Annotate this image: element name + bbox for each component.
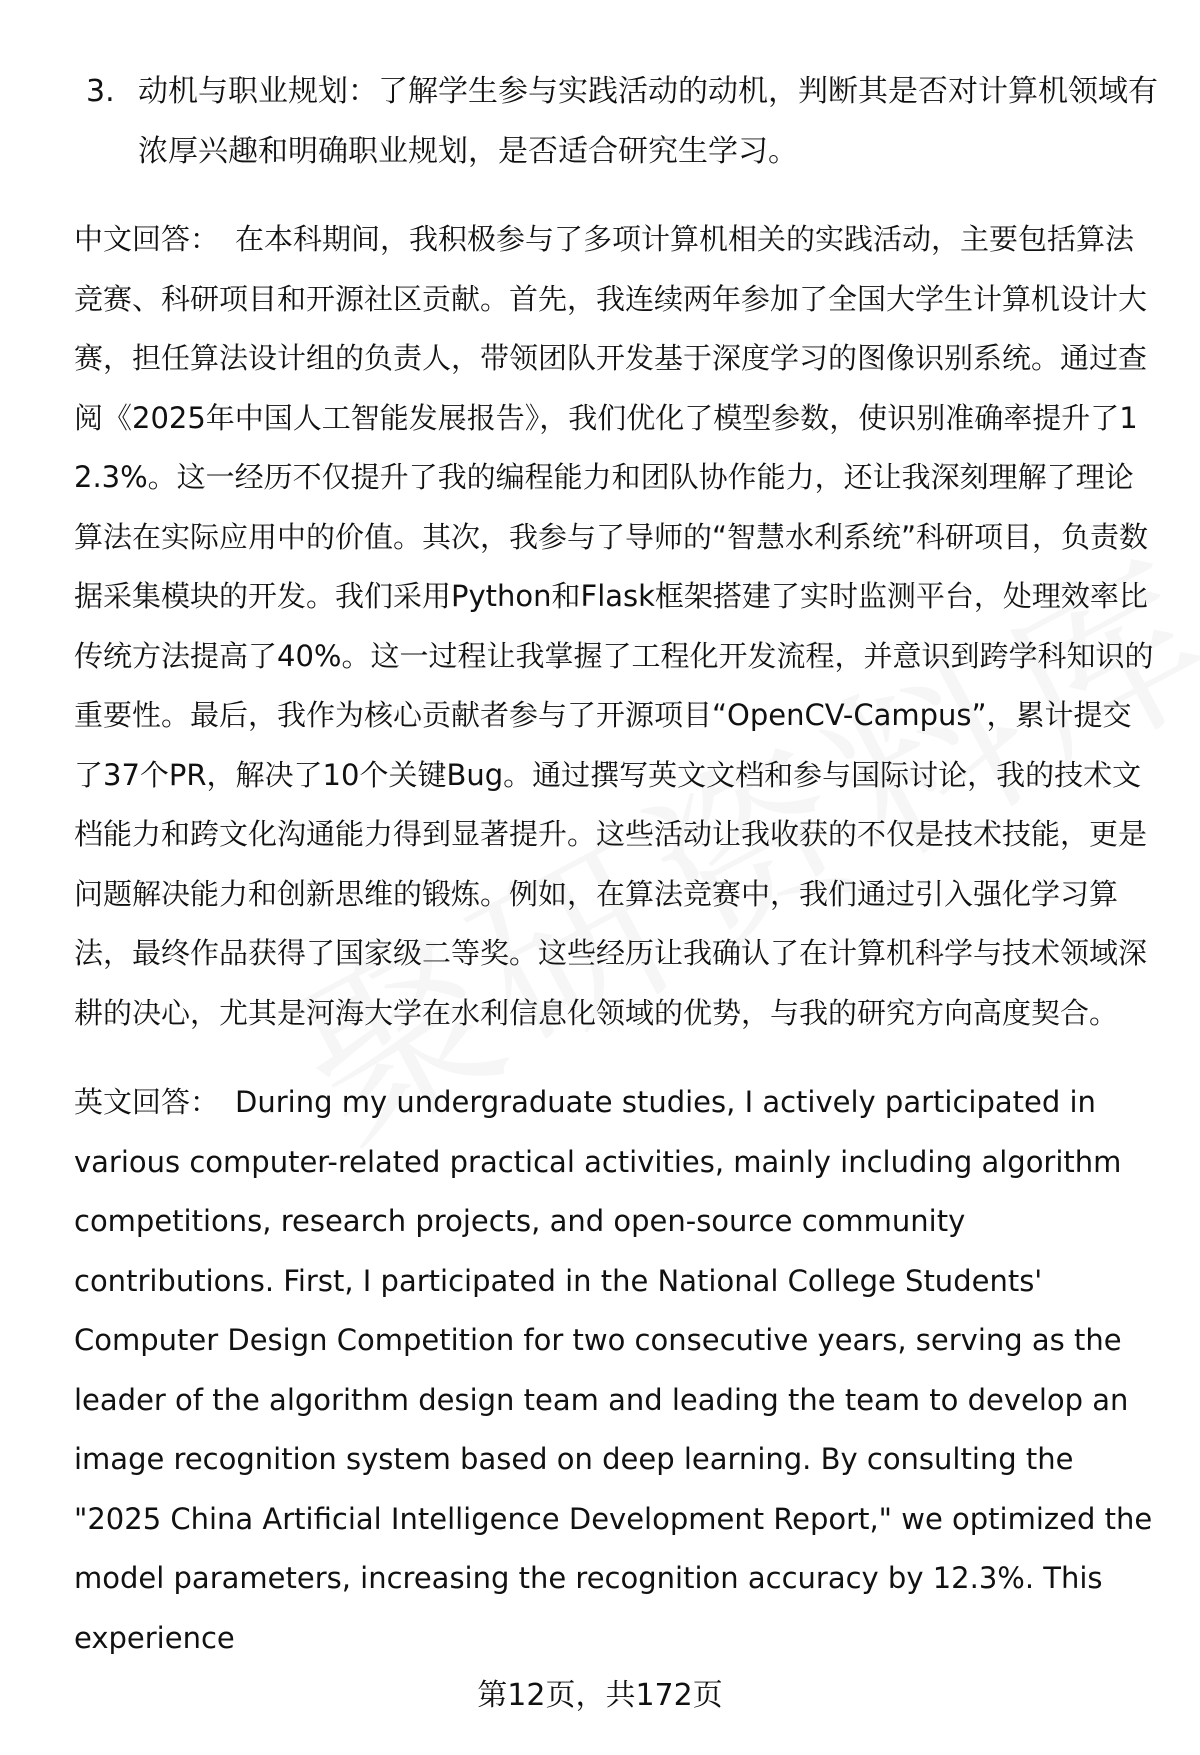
english-answer-label: 英文回答： bbox=[74, 1085, 220, 1119]
item-text: 动机与职业规划：了解学生参与实践活动的动机，判断其是否对计算机领域有浓厚兴趣和明确职业规划，是否适合研究生学习。 bbox=[138, 74, 1158, 169]
chinese-answer-label: 中文回答： bbox=[74, 222, 220, 256]
item-number: 3. bbox=[86, 74, 115, 109]
chinese-answer-text: 在本科期间，我积极参与了多项计算机相关的实践活动，主要包括算法竞赛、科研项目和开源社区贡献。首先，我连续两年参加了全国大学生计算机设计大赛，担任算法设计组的负责人，带领团队开发基于深度学习的图像识别系统。通过查阅《2025年中国人工智能发展报告》，我们优化了模型参数，使识别准确率提升了12.3%。这一经历不仅提升了我的编程能力和团队协作能力，还让我深刻理解了理论算法在实际应用中的价值。其次，我参与了导师的“智慧水利系统”科研项目，负责数据采集模块的开发。我们采用Python和Flask框架搭建了实时监测平台，处理效率比传统方法提高了40%。这一过程让我掌握了工程化开发流程，并意识到跨学科知识的重要性。最后，我作为核心贡献者参与了开源项目“OpenCV-Campus”，累计提交了37个PR，解决了10个关键Bug。通过撰写英文文档和参与国际讨论，我的技术文档能力和跨文化沟通能力得到显著提升。这些活动让我收获的不仅是技术技能，更是问题解决能力和创新思维的锻炼。例如，在算法竞赛中，我们通过引入强化学习算法，最终作品获得了国家级二等奖。这些经历让我确认了在计算机科学与技术领域深耕的决心，尤其是河海大学在水利信息化领域的优势，与我的研究方向高度契合。 bbox=[74, 222, 1154, 1030]
chinese-answer bbox=[74, 210, 1158, 1043]
question-item bbox=[74, 62, 1158, 182]
english-answer-text: During my undergraduate studies, I actively participated in various computer-related practical activities, mainly including algorithm competitions, research projects, and open-source community contributions. First, I participated in the National College Students' Computer Design Competition for two consecutive years, serving as the leader of the algorithm design team and leading the team to develop an image recognition system based on deep learning. By consulting the "2025 China Artificial Intelligence Development Report," we optimized the model parameters, increasing the recognition accuracy by 12.3%. This experience bbox=[74, 1085, 1153, 1655]
page-number: 第12页，共172页 bbox=[477, 1678, 723, 1713]
page-content bbox=[74, 62, 1158, 1668]
english-answer bbox=[74, 1073, 1158, 1668]
